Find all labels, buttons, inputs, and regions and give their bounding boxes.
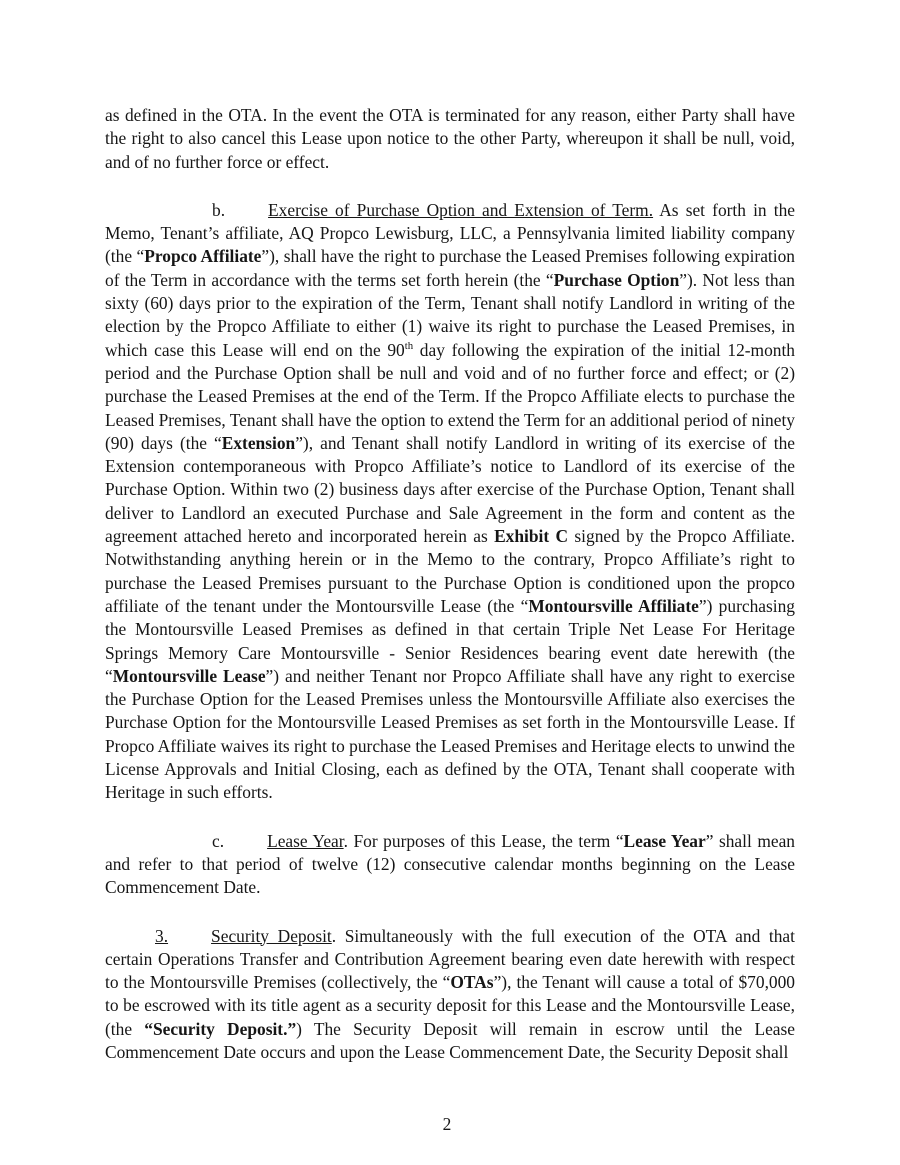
text-run: ”). Not less than sixty (60) days prior to the expiration of the Term, Tenant shall notify Landlord in writing of the election by the Propco Affiliate to either (1) waive its right to purchase the Leased Premises, in which case this Lease will end on the 90 [105, 269, 795, 360]
text-run: “Security Deposit.” [144, 1018, 297, 1039]
text-run: OTAs [450, 972, 494, 993]
text-run: ” shall mean and refer to that period of twelve (12) consecutive calendar months beginning on the Lease Commencement Date. [105, 830, 795, 898]
text-run: ”) and neither Tenant nor Propco Affiliate shall have any right to exercise the Purchase Option for the Leased Premises unless the Montoursville Affiliate also exercises the Purchase Option for the Montoursville Leased Premises as set forth in the Montoursville Lease. If Propco Affiliate waives its right to purchase the Leased Premises and Heritage elects to unwind the License Approvals and Initial Closing, each as defined by the OTA, Tenant shall cooperate with Heritage in such efforts. [105, 665, 795, 803]
text-run: Purchase Option [553, 269, 680, 290]
text-run: Lease Year [267, 830, 344, 851]
text-run: 3. [155, 925, 169, 946]
text-run: Exhibit C [494, 526, 569, 547]
page-number: 2 [442, 1114, 452, 1134]
text-run: . Simultaneously with the full execution of the OTA and that certain Operations Transfer and Contribution Agreement bearing even date herewith with respect to the Montoursville Premises (collectively, the “ [105, 925, 795, 993]
text-run: Montoursville Lease [112, 665, 266, 686]
text-run: ”), shall have the right to purchase the Leased Premises following expiration of the Term in accordance with the terms set forth herein (the “ [105, 246, 795, 290]
text-run: As set forth in the Memo, Tenant’s affiliate, AQ Propco Lewisburg, LLC, a Pennsylvania limited liability company (the “ [105, 199, 795, 267]
text-run: Lease Year [623, 830, 706, 851]
paragraph-3-security-deposit [105, 925, 795, 1065]
text-run: ) The Security Deposit will remain in escrow until the Lease Commencement Date occurs and upon the Lease Commencement Date, the Security Deposit shall [105, 1018, 795, 1062]
text-run: th [404, 339, 414, 352]
paragraph-intro [105, 104, 795, 174]
text-run: ”), the Tenant will cause a total of $70,000 to be escrowed with its title agent as a security deposit for this Lease and the Montoursville Lease, (the [105, 972, 795, 1039]
text-run: b. [212, 199, 226, 220]
text-run: ”), and Tenant shall notify Landlord in writing of its exercise of the Extension contemporaneous with Propco Affiliate’s notice to Landlord of its exercise of the Purchase Option. Within two (2) business days after exercise of the Purchase Option, Tenant shall deliver to Landlord an executed Purchase and Sale Agreement in the form and content as the agreement attached hereto and incorporated herein as [105, 432, 795, 547]
text-run: . For purposes of this Lease, the term “ [343, 830, 624, 851]
text-run: Montoursville Affiliate [528, 595, 699, 616]
text-run: day following the expiration of the initial 12-month period and the Purchase Option shall be null and void and of no further force and effect; or (2) purchase the Leased Premises at the end of the Term. If the Propco Affiliate elects to purchase the Leased Premises, Tenant shall have the option to extend the Term for an additional period of ninety (90) days (the “ [105, 339, 795, 453]
paragraph-c-lease-year [105, 830, 795, 900]
text-run: Propco Affiliate [144, 246, 262, 267]
paragraph-b-purchase-option [105, 199, 795, 805]
text-run: Exercise of Purchase Option and Extension of Term. [268, 199, 654, 220]
text-run: c. [212, 830, 225, 851]
text-run: signed by the Propco Affiliate. Notwithstanding anything herein or in the Memo to the contrary, Propco Affiliate’s right to purchase the Leased Premises pursuant to the Purchase Option is conditioned upon the propco affiliate of the tenant under the Montoursville Lease (the “ [105, 526, 796, 616]
text-run: Extension [221, 432, 296, 453]
text-run: as defined in the OTA. In the event the OTA is terminated for any reason, either Party shall have the right to also cancel this Lease upon notice to the other Party, whereupon it shall be null, void, and of no further force or effect. [105, 105, 795, 172]
text-run: Security Deposit [211, 925, 332, 946]
text-run: ”) purchasing the Montoursville Leased Premises as defined in that certain Triple Net Lease For Heritage Springs Memory Care Montoursville - Senior Residences bearing event date herewith (the “ [105, 595, 795, 686]
